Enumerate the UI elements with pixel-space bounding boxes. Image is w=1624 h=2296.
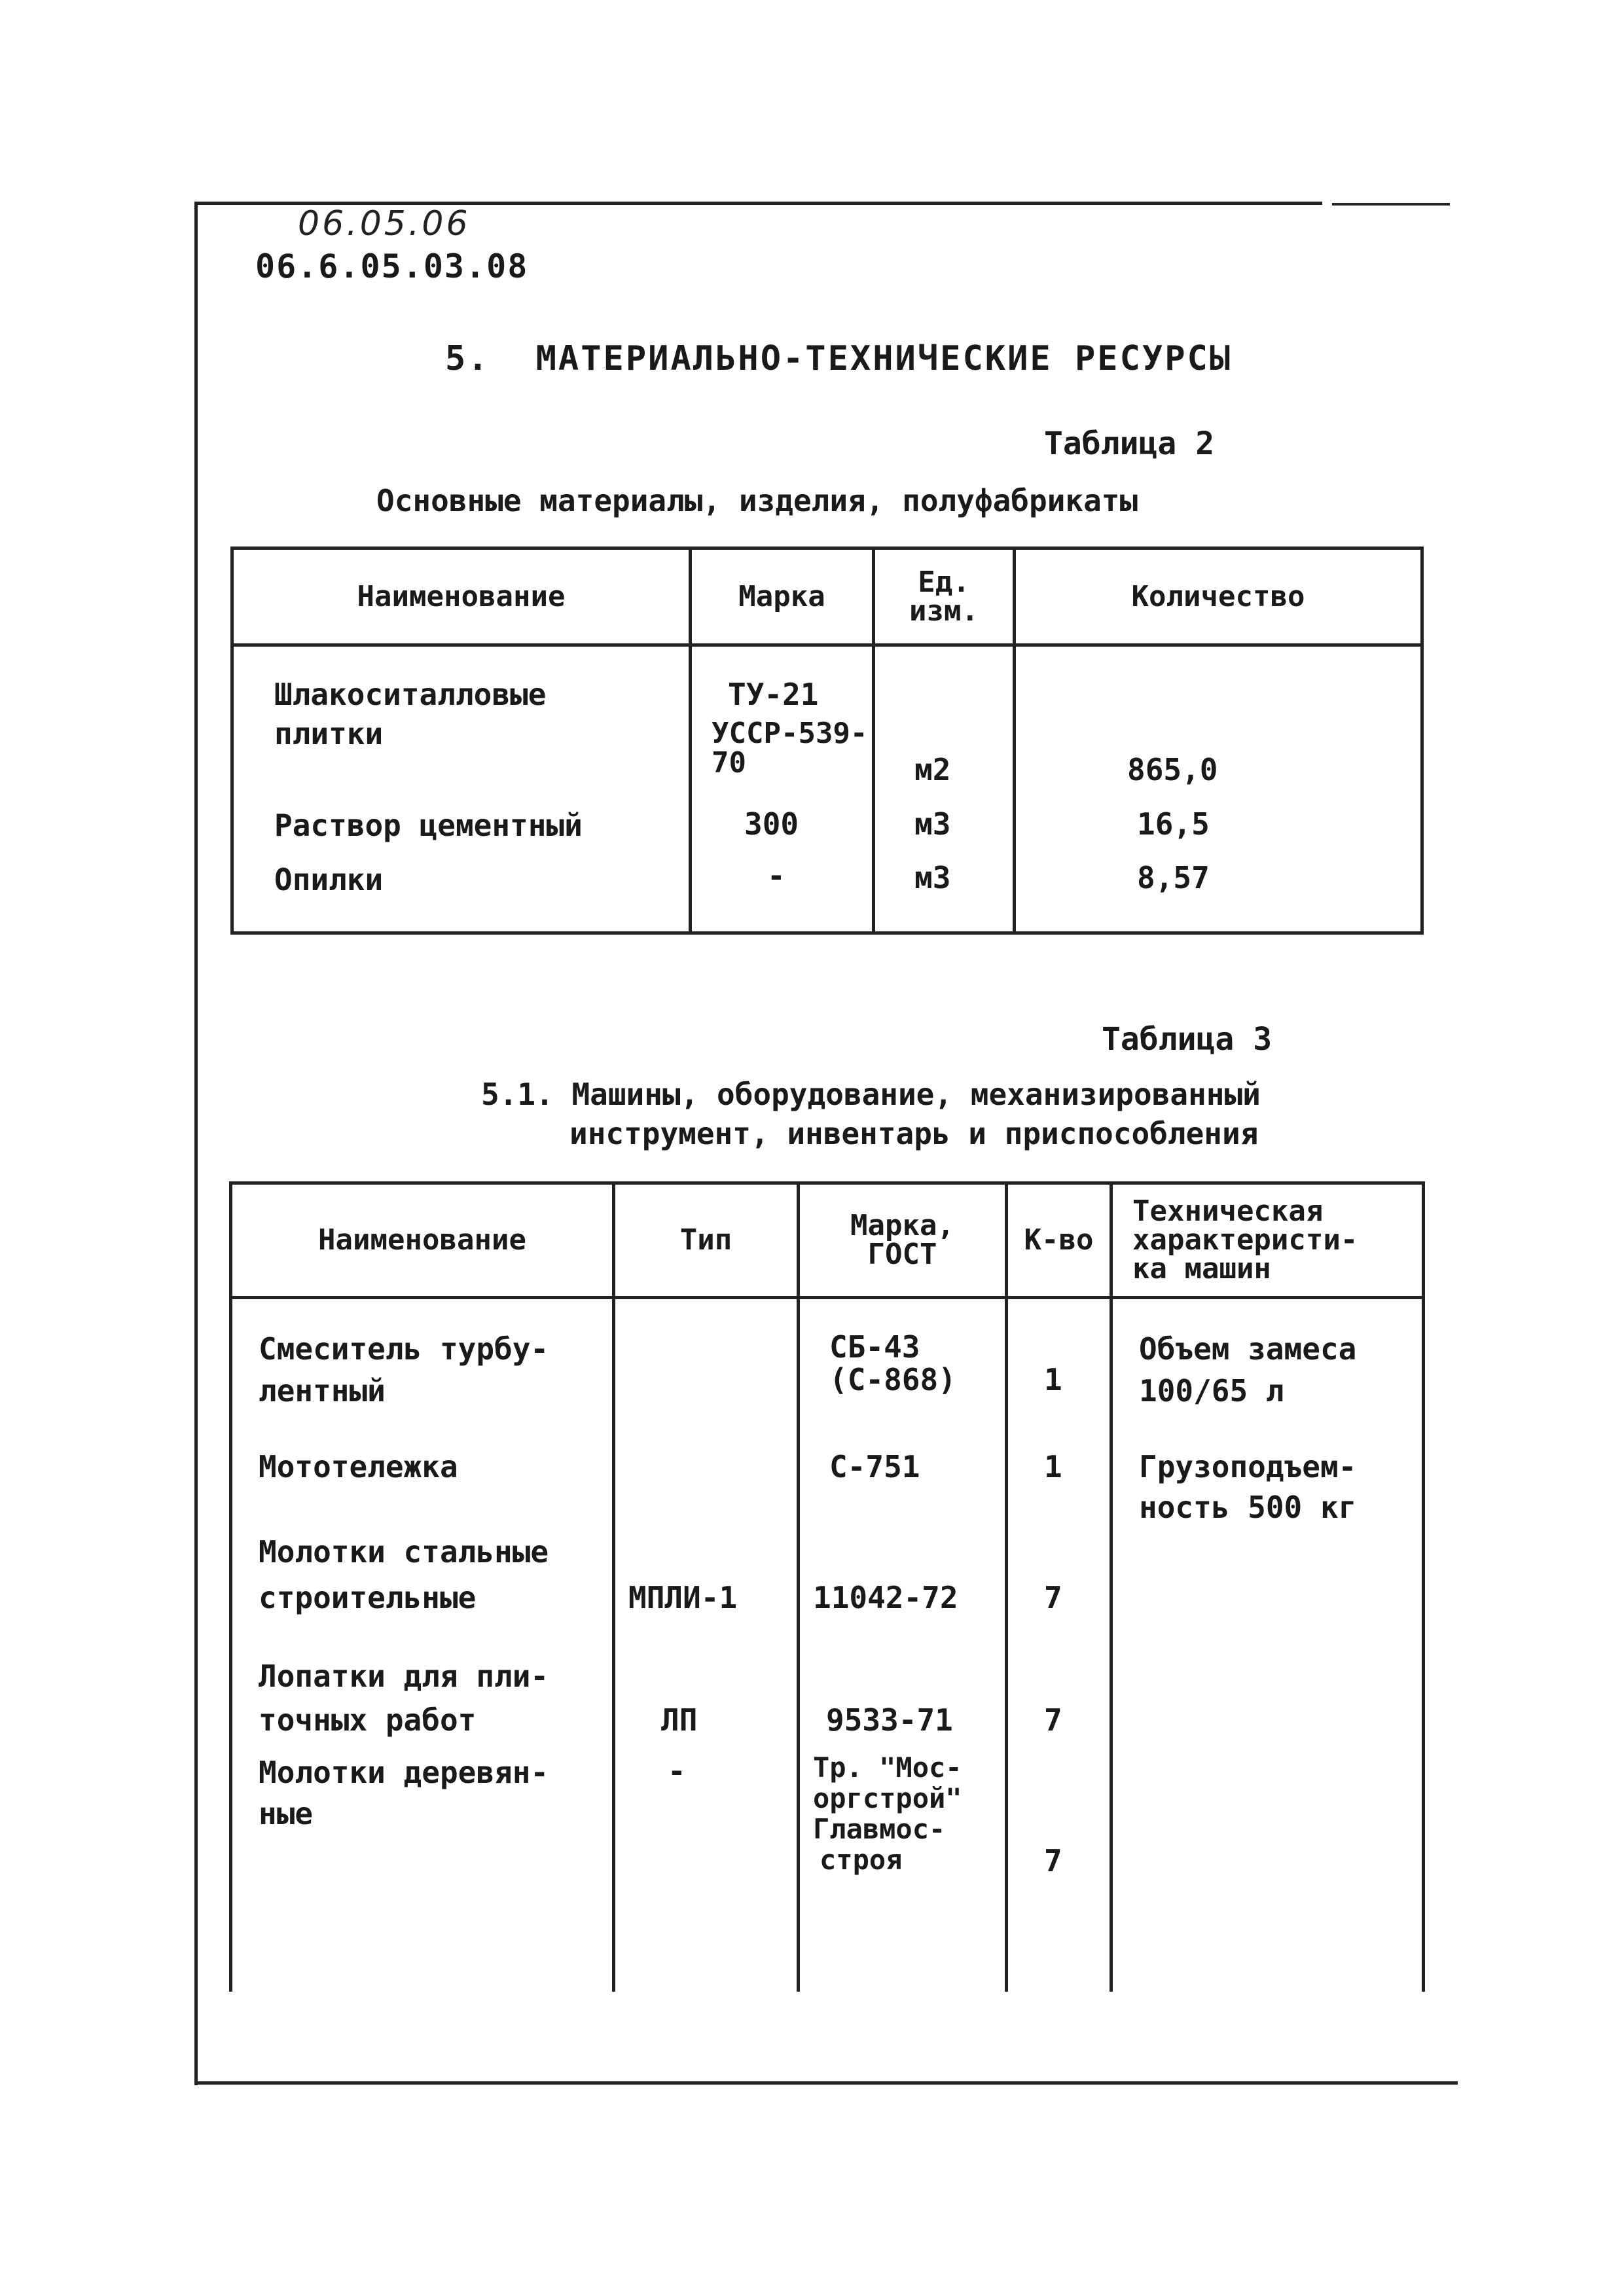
table3-row3-brand: 11042-72: [813, 1580, 958, 1615]
table3-row3-type: МПЛИ-1: [628, 1580, 738, 1615]
table3-row5-name-line2: ные: [259, 1796, 314, 1831]
machines-table: [229, 1181, 1425, 1992]
table2-row3-name: Опилки: [274, 862, 384, 897]
table2-header-quantity: Количество: [1015, 548, 1422, 645]
table3-row2-spec-line2: ность 500 кг: [1139, 1490, 1357, 1525]
table2-col-brand: [691, 645, 874, 933]
table3-row3-name-line1: Молотки стальные: [259, 1534, 549, 1570]
table2-row3-unit: м3: [914, 860, 951, 895]
table2-caption: Таблица 2: [1044, 425, 1215, 462]
table2-header-brand: Марка: [691, 548, 874, 645]
table3-row4-brand: 9533-71: [826, 1702, 953, 1738]
table3-row5-type: -: [668, 1753, 686, 1789]
table3-row4-type: ЛП: [661, 1702, 698, 1738]
table3-subtitle-line2: инструмент, инвентарь и приспособления: [569, 1116, 1259, 1151]
table3-row1-brand-line1: СБ-43: [829, 1329, 920, 1365]
table2-row3-brand: -: [767, 858, 785, 893]
table3-row1-count: 1: [1044, 1362, 1062, 1397]
frame-left-line: [194, 202, 198, 2085]
table3-row1-brand-line2: (С-868): [829, 1362, 956, 1397]
table3-subtitle-line1: 5.1. Машины, оборудование, механизированный: [481, 1077, 1261, 1112]
table2-row1-name-line2: плитки: [274, 716, 384, 751]
table3-row1-spec-line1: Объем замеса: [1139, 1331, 1357, 1367]
table2-row3-quantity: 8,57: [1137, 860, 1210, 895]
table3-header-brand-line2: ГОСТ: [867, 1238, 937, 1271]
table3-row1-spec-line2: 100/65 л: [1139, 1373, 1284, 1408]
table3-row5-brand-line4: строя: [820, 1844, 903, 1876]
table3-row2-spec-line1: Грузоподъем-: [1139, 1449, 1357, 1484]
section-heading: [445, 339, 1232, 378]
table3-row3-count: 7: [1044, 1580, 1062, 1615]
table3-row5-name-line1: Молотки деревян-: [259, 1755, 549, 1790]
table3-col-brand: [799, 1298, 1007, 1992]
table3-header-spec-line2: характеристи-: [1132, 1223, 1358, 1257]
table3-row5-brand-line1: Тр. "Мос-: [813, 1751, 962, 1784]
table3-header-brand-line1: Марка,: [850, 1209, 954, 1242]
table3-row4-count: 7: [1044, 1702, 1062, 1738]
table2-row1-brand-line1: ТУ-21: [728, 677, 819, 712]
table3-header-count: К-во: [1007, 1183, 1111, 1298]
table2-row1-brand-line3: 70: [712, 746, 746, 780]
document-code: 06.6.05.03.08: [255, 247, 529, 285]
table3-row4-name-line1: Лопатки для пли-: [259, 1659, 549, 1694]
table3-col-count: [1007, 1298, 1111, 1992]
table2-row1-unit: м2: [914, 752, 951, 787]
table3-header-spec-line3: ка машин: [1132, 1252, 1271, 1285]
frame-top-line-right: [1332, 203, 1450, 206]
table3-row3-name-line2: строительные: [259, 1580, 477, 1615]
table3-header-row: [231, 1183, 1424, 1298]
table3-row5-brand-line3: Главмос-: [813, 1813, 946, 1845]
table3-header-spec: [1111, 1183, 1424, 1298]
table2-subtitle: Основные материалы, изделия, полуфабрикаты: [376, 483, 1138, 518]
table2-row2-unit: м3: [914, 806, 951, 842]
table3-col-type: [614, 1298, 799, 1992]
table2-col-unit: [874, 645, 1015, 933]
table2-row2-quantity: 16,5: [1137, 806, 1210, 842]
table-row: [232, 645, 1422, 933]
table3-col-spec: [1111, 1298, 1424, 1992]
table3-row5-count: 7: [1044, 1843, 1062, 1878]
table2-col-name: [232, 645, 691, 933]
handwritten-code: 06.05.06: [298, 204, 471, 243]
table3-header-brand: [799, 1183, 1007, 1298]
table2-header-unit-line1: Ед.: [918, 565, 970, 599]
table2-header-unit: [874, 548, 1015, 645]
table2-row1-quantity: 865,0: [1127, 752, 1218, 787]
table2-row1-name-line1: Шлакоситалловые: [274, 677, 547, 712]
frame-bottom-line: [194, 2081, 1458, 2085]
table3-row4-name-line2: точных работ: [259, 1702, 477, 1738]
materials-table: [230, 547, 1424, 935]
table3-row5-brand-line2: оргстрой": [813, 1782, 962, 1814]
table2-row1-brand-line2: УССР-539-: [712, 717, 868, 750]
table3-row2-name: Мототележка: [259, 1449, 458, 1484]
table3-header-type: Тип: [614, 1183, 799, 1298]
table2-header-row: [232, 548, 1422, 645]
table-row: [231, 1298, 1424, 1992]
table2-col-quantity: [1015, 645, 1422, 933]
table3-row1-name-line2: лентный: [259, 1373, 386, 1408]
section-title: МАТЕРИАЛЬНО-ТЕХНИЧЕСКИЕ РЕСУРСЫ: [535, 339, 1233, 378]
table3-row2-count: 1: [1044, 1449, 1062, 1484]
table3-col-name: [231, 1298, 614, 1992]
table3-row2-brand: С-751: [829, 1449, 920, 1484]
table3-header-name: Наименование: [231, 1183, 614, 1298]
table3-caption: Таблица 3: [1102, 1021, 1272, 1058]
table2-header-unit-line2: изм.: [909, 594, 979, 628]
table2-header-name: Наименование: [232, 548, 691, 645]
table2-row2-brand: 300: [744, 806, 799, 842]
section-number: 5.: [445, 339, 490, 378]
table3-row1-name-line1: Смеситель турбу-: [259, 1331, 549, 1367]
table2-row2-name: Раствор цементный: [274, 808, 583, 843]
table3-header-spec-line1: Техническая: [1132, 1194, 1324, 1228]
